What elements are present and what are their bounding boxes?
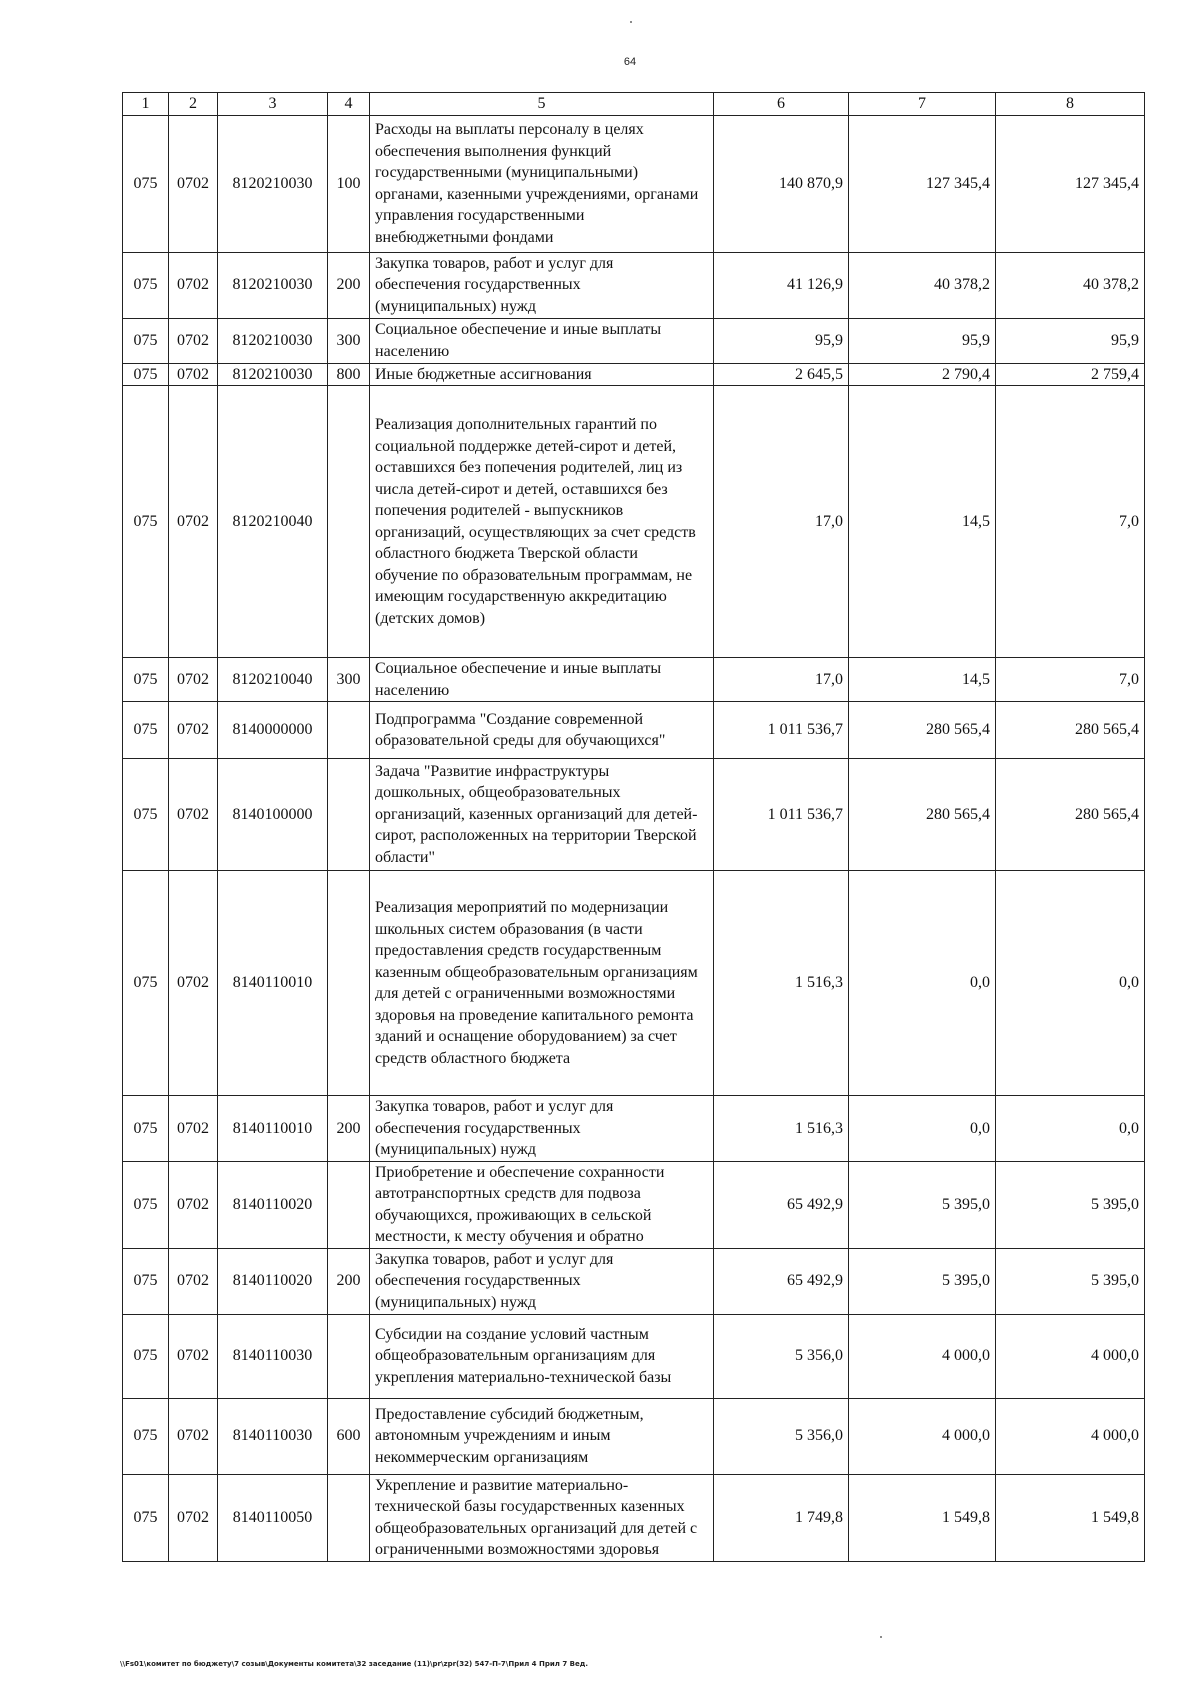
description-line: числа детей-сирот и детей, оставшихся без — [375, 480, 668, 498]
footer-file-path: \\Fs01\комитет по бюджету\7 созыв\Документы комитета\32 заседание (11)\pr\zpr(32) 547-П-7\Прил 4 Прил 7 Вед. — [120, 1660, 589, 1668]
description-line: населению — [375, 342, 450, 360]
target-article-cell: 8140110030 — [218, 1398, 328, 1474]
table-row — [123, 252, 1145, 318]
expense-type-cell — [328, 1474, 370, 1561]
description-line: общеобразовательным организациям для — [375, 1347, 656, 1365]
amount-col7-cell: 2 790,4 — [849, 363, 996, 386]
target-article-cell: 8120210040 — [218, 386, 328, 658]
amount-col6-cell: 65 492,9 — [714, 1248, 849, 1314]
description-line: (муниципальных) нужд — [375, 1141, 536, 1158]
description-line: обеспечения выполнения функций — [375, 142, 612, 160]
admin-code-cell: 075 — [123, 1474, 169, 1561]
amount-col6-cell: 5 356,0 — [714, 1314, 849, 1398]
page-number: 64 — [623, 56, 637, 68]
section-code-cell: 0702 — [169, 1314, 218, 1398]
table-row — [123, 1096, 1145, 1162]
section-code-cell: 0702 — [169, 363, 218, 386]
scan-speck — [880, 1636, 882, 1638]
table-row — [123, 759, 1145, 871]
description-line: укрепления материально-технической базы — [375, 1368, 672, 1386]
description-line: Закупка товаров, работ и услуг для — [375, 1098, 614, 1115]
table-row — [123, 1161, 1145, 1248]
description-cell — [370, 1314, 714, 1398]
amount-col6-cell: 41 126,9 — [714, 252, 849, 318]
amount-col6-cell: 1 749,8 — [714, 1474, 849, 1561]
expense-type-cell: 100 — [328, 115, 370, 252]
amount-col7-cell: 127 345,4 — [849, 115, 996, 252]
description-line: зданий и оснащение оборудованием) за счет — [375, 1028, 677, 1045]
table-row — [123, 871, 1145, 1096]
expense-type-cell: 200 — [328, 252, 370, 318]
section-code-cell: 0702 — [169, 759, 218, 871]
target-article-cell: 8120210030 — [218, 363, 328, 386]
target-article-cell: 8120210030 — [218, 318, 328, 363]
target-article-cell: 8140000000 — [218, 702, 328, 759]
expense-type-cell: 200 — [328, 1096, 370, 1162]
header-cell: 6 — [714, 93, 849, 116]
section-code-cell: 0702 — [169, 252, 218, 318]
description-cell — [370, 363, 714, 386]
header-cell: 2 — [169, 93, 218, 116]
description-cell — [370, 115, 714, 252]
description-line: Закупка товаров, работ и услуг для — [375, 1250, 614, 1268]
description-line: (муниципальных) нужд — [375, 1293, 536, 1311]
amount-col6-cell: 5 356,0 — [714, 1398, 849, 1474]
amount-col8-cell: 1 549,8 — [996, 1474, 1145, 1561]
amount-col6-cell: 17,0 — [714, 658, 849, 702]
amount-col7-cell: 0,0 — [849, 1096, 996, 1162]
header-cell: 3 — [218, 93, 328, 116]
amount-col8-cell: 127 345,4 — [996, 115, 1145, 252]
admin-code-cell: 075 — [123, 1248, 169, 1314]
description-cell — [370, 1248, 714, 1314]
description-line: технической базы государственных казенных — [375, 1498, 685, 1515]
description-cell — [370, 759, 714, 871]
description-line: социальной поддержке детей-сирот и детей, — [375, 437, 677, 455]
target-article-cell: 8120210030 — [218, 252, 328, 318]
description-line: обеспечения государственных — [375, 1119, 581, 1137]
description-line: для детей с ограниченными возможностями — [375, 985, 676, 1002]
description-line: области" — [375, 848, 436, 866]
amount-col8-cell: 7,0 — [996, 386, 1145, 658]
description-line: оставшихся без попечения родителей, лиц из — [375, 459, 683, 476]
target-article-cell: 8140110050 — [218, 1474, 328, 1561]
amount-col7-cell: 95,9 — [849, 318, 996, 363]
description-line: Социальное обеспечение и иные выплаты — [375, 660, 662, 677]
table-row — [123, 1474, 1145, 1561]
amount-col7-cell: 5 395,0 — [849, 1248, 996, 1314]
target-article-cell: 8140110010 — [218, 871, 328, 1096]
section-code-cell: 0702 — [169, 1474, 218, 1561]
amount-col8-cell: 0,0 — [996, 1096, 1145, 1162]
admin-code-cell: 075 — [123, 1096, 169, 1162]
description-line: сирот, расположенных на территории Тверской — [375, 827, 697, 845]
description-cell — [370, 658, 714, 702]
description-line: организаций, осуществляющих за счет средств — [375, 523, 696, 541]
expense-type-cell — [328, 759, 370, 871]
description-line: областного бюджета Тверской области — [375, 545, 638, 562]
section-code-cell: 0702 — [169, 1398, 218, 1474]
description-cell — [370, 1474, 714, 1561]
expense-type-cell — [328, 386, 370, 658]
description-line: Реализация дополнительных гарантий по — [375, 416, 657, 433]
section-code-cell: 0702 — [169, 1096, 218, 1162]
description-line: населению — [375, 681, 450, 699]
target-article-cell: 8140110030 — [218, 1314, 328, 1398]
amount-col6-cell: 2 645,5 — [714, 363, 849, 386]
description-line: обеспечения государственных — [375, 276, 581, 294]
amount-col7-cell: 14,5 — [849, 386, 996, 658]
amount-col8-cell: 4 000,0 — [996, 1314, 1145, 1398]
description-line: организаций, казенных организаций для детей- — [375, 805, 698, 823]
admin-code-cell: 075 — [123, 252, 169, 318]
amount-col7-cell: 0,0 — [849, 871, 996, 1096]
expense-type-cell — [328, 1314, 370, 1398]
expense-type-cell — [328, 702, 370, 759]
description-line: местности, к месту обучения и обратно — [375, 1228, 644, 1245]
header-cell: 5 — [370, 93, 714, 116]
budget-table — [122, 92, 1145, 1562]
expense-type-cell: 300 — [328, 318, 370, 363]
description-line: Расходы на выплаты персоналу в целях — [375, 121, 644, 138]
admin-code-cell: 075 — [123, 871, 169, 1096]
admin-code-cell: 075 — [123, 1314, 169, 1398]
amount-col6-cell: 1 516,3 — [714, 1096, 849, 1162]
table-row — [123, 386, 1145, 658]
description-line: автотранспортных средств для подвоза — [375, 1185, 641, 1202]
description-line: Социальное обеспечение и иные выплаты — [375, 321, 662, 338]
description-line: ограниченными возможностями здоровья — [375, 1541, 660, 1558]
admin-code-cell: 075 — [123, 363, 169, 386]
amount-col8-cell: 4 000,0 — [996, 1398, 1145, 1474]
description-line: (муниципальных) нужд — [375, 297, 536, 315]
target-article-cell: 8140110010 — [218, 1096, 328, 1162]
admin-code-cell: 075 — [123, 386, 169, 658]
description-line: Закупка товаров, работ и услуг для — [375, 254, 614, 272]
amount-col7-cell: 1 549,8 — [849, 1474, 996, 1561]
description-line: здоровья на проведение капитального ремонта — [375, 1006, 694, 1024]
amount-col6-cell: 140 870,9 — [714, 115, 849, 252]
description-line: Подпрограмма "Создание современной — [375, 710, 644, 728]
expense-type-cell — [328, 1161, 370, 1248]
description-line: автономным учреждениям и иным — [375, 1427, 611, 1445]
description-line: управления государственными — [375, 207, 585, 224]
amount-col7-cell: 40 378,2 — [849, 252, 996, 318]
amount-col6-cell: 1 516,3 — [714, 871, 849, 1096]
amount-col8-cell: 280 565,4 — [996, 759, 1145, 871]
section-code-cell: 0702 — [169, 115, 218, 252]
description-line: Укрепление и развитие материально- — [375, 1476, 629, 1494]
description-line: некоммерческим организациям — [375, 1448, 589, 1466]
amount-col8-cell: 280 565,4 — [996, 702, 1145, 759]
description-cell — [370, 871, 714, 1096]
amount-col6-cell: 65 492,9 — [714, 1161, 849, 1248]
amount-col6-cell: 17,0 — [714, 386, 849, 658]
expense-type-cell: 600 — [328, 1398, 370, 1474]
expense-type-cell — [328, 871, 370, 1096]
target-article-cell: 8120210040 — [218, 658, 328, 702]
target-article-cell: 8140110020 — [218, 1161, 328, 1248]
section-code-cell: 0702 — [169, 658, 218, 702]
table-row — [123, 318, 1145, 363]
amount-col8-cell: 5 395,0 — [996, 1248, 1145, 1314]
admin-code-cell: 075 — [123, 702, 169, 759]
section-code-cell: 0702 — [169, 386, 218, 658]
description-line: обучающихся, проживающих в сельской — [375, 1206, 652, 1224]
description-line: попечения родителей - выпускников — [375, 502, 624, 519]
table-row — [123, 363, 1145, 386]
amount-col8-cell: 7,0 — [996, 658, 1145, 702]
section-code-cell: 0702 — [169, 702, 218, 759]
admin-code-cell: 075 — [123, 318, 169, 363]
description-line: органами, казенными учреждениями, органами — [375, 185, 699, 203]
description-cell — [370, 1096, 714, 1162]
header-cell: 7 — [849, 93, 996, 116]
expense-type-cell: 300 — [328, 658, 370, 702]
description-line: Иные бюджетные ассигнования — [375, 365, 592, 383]
table-header-row — [123, 93, 1145, 116]
description-cell — [370, 318, 714, 363]
description-line: дошкольных, общеобразовательных — [375, 784, 621, 802]
admin-code-cell: 075 — [123, 115, 169, 252]
amount-col8-cell: 95,9 — [996, 318, 1145, 363]
description-line: имеющим государственную аккредитацию — [375, 588, 667, 605]
section-code-cell: 0702 — [169, 1161, 218, 1248]
description-line: предоставления средств государственным — [375, 942, 662, 959]
description-line: Субсидии на создание условий частным — [375, 1325, 649, 1343]
amount-col7-cell: 5 395,0 — [849, 1161, 996, 1248]
description-line: обеспечения государственных — [375, 1272, 581, 1290]
amount-col7-cell: 280 565,4 — [849, 759, 996, 871]
description-cell — [370, 1161, 714, 1248]
description-line: государственными (муниципальными) — [375, 164, 639, 181]
table-row — [123, 1248, 1145, 1314]
table-row — [123, 658, 1145, 702]
admin-code-cell: 075 — [123, 759, 169, 871]
header-cell: 1 — [123, 93, 169, 116]
description-line: образовательной среды для обучающихся" — [375, 732, 666, 749]
amount-col8-cell: 40 378,2 — [996, 252, 1145, 318]
target-article-cell: 8140110020 — [218, 1248, 328, 1314]
description-cell — [370, 702, 714, 759]
admin-code-cell: 075 — [123, 1161, 169, 1248]
header-cell: 4 — [328, 93, 370, 116]
admin-code-cell: 075 — [123, 1398, 169, 1474]
amount-col6-cell: 95,9 — [714, 318, 849, 363]
amount-col6-cell: 1 011 536,7 — [714, 759, 849, 871]
amount-col7-cell: 4 000,0 — [849, 1398, 996, 1474]
target-article-cell: 8120210030 — [218, 115, 328, 252]
scan-speck — [630, 21, 632, 23]
description-line: Приобретение и обеспечение сохранности — [375, 1163, 665, 1181]
amount-col6-cell: 1 011 536,7 — [714, 702, 849, 759]
amount-col7-cell: 280 565,4 — [849, 702, 996, 759]
description-line: Предоставление субсидий бюджетным, — [375, 1405, 644, 1423]
amount-col8-cell: 0,0 — [996, 871, 1145, 1096]
section-code-cell: 0702 — [169, 871, 218, 1096]
description-line: средств областного бюджета — [375, 1049, 571, 1067]
admin-code-cell: 075 — [123, 658, 169, 702]
description-line: (детских домов) — [375, 609, 486, 627]
description-line: внебюджетными фондами — [375, 228, 554, 246]
description-line: школьных систем образования (в части — [375, 920, 643, 938]
description-line: общеобразовательных организаций для детей с — [375, 1519, 698, 1537]
section-code-cell: 0702 — [169, 1248, 218, 1314]
section-code-cell: 0702 — [169, 318, 218, 363]
description-line: Задача "Развитие инфраструктуры — [375, 762, 610, 780]
description-cell — [370, 252, 714, 318]
amount-col8-cell: 2 759,4 — [996, 363, 1145, 386]
expense-type-cell: 200 — [328, 1248, 370, 1314]
amount-col8-cell: 5 395,0 — [996, 1161, 1145, 1248]
amount-col7-cell: 4 000,0 — [849, 1314, 996, 1398]
target-article-cell: 8140100000 — [218, 759, 328, 871]
description-line: казенным общеобразовательным организациям — [375, 963, 698, 981]
description-cell — [370, 1398, 714, 1474]
table-row — [123, 115, 1145, 252]
description-cell — [370, 386, 714, 658]
table-row — [123, 1398, 1145, 1474]
description-line: обучение по образовательным программам, не — [375, 566, 693, 584]
expense-type-cell: 800 — [328, 363, 370, 386]
amount-col7-cell: 14,5 — [849, 658, 996, 702]
table-row — [123, 1314, 1145, 1398]
table-row — [123, 702, 1145, 759]
description-line: Реализация мероприятий по модернизации — [375, 899, 669, 916]
header-cell: 8 — [996, 93, 1145, 116]
